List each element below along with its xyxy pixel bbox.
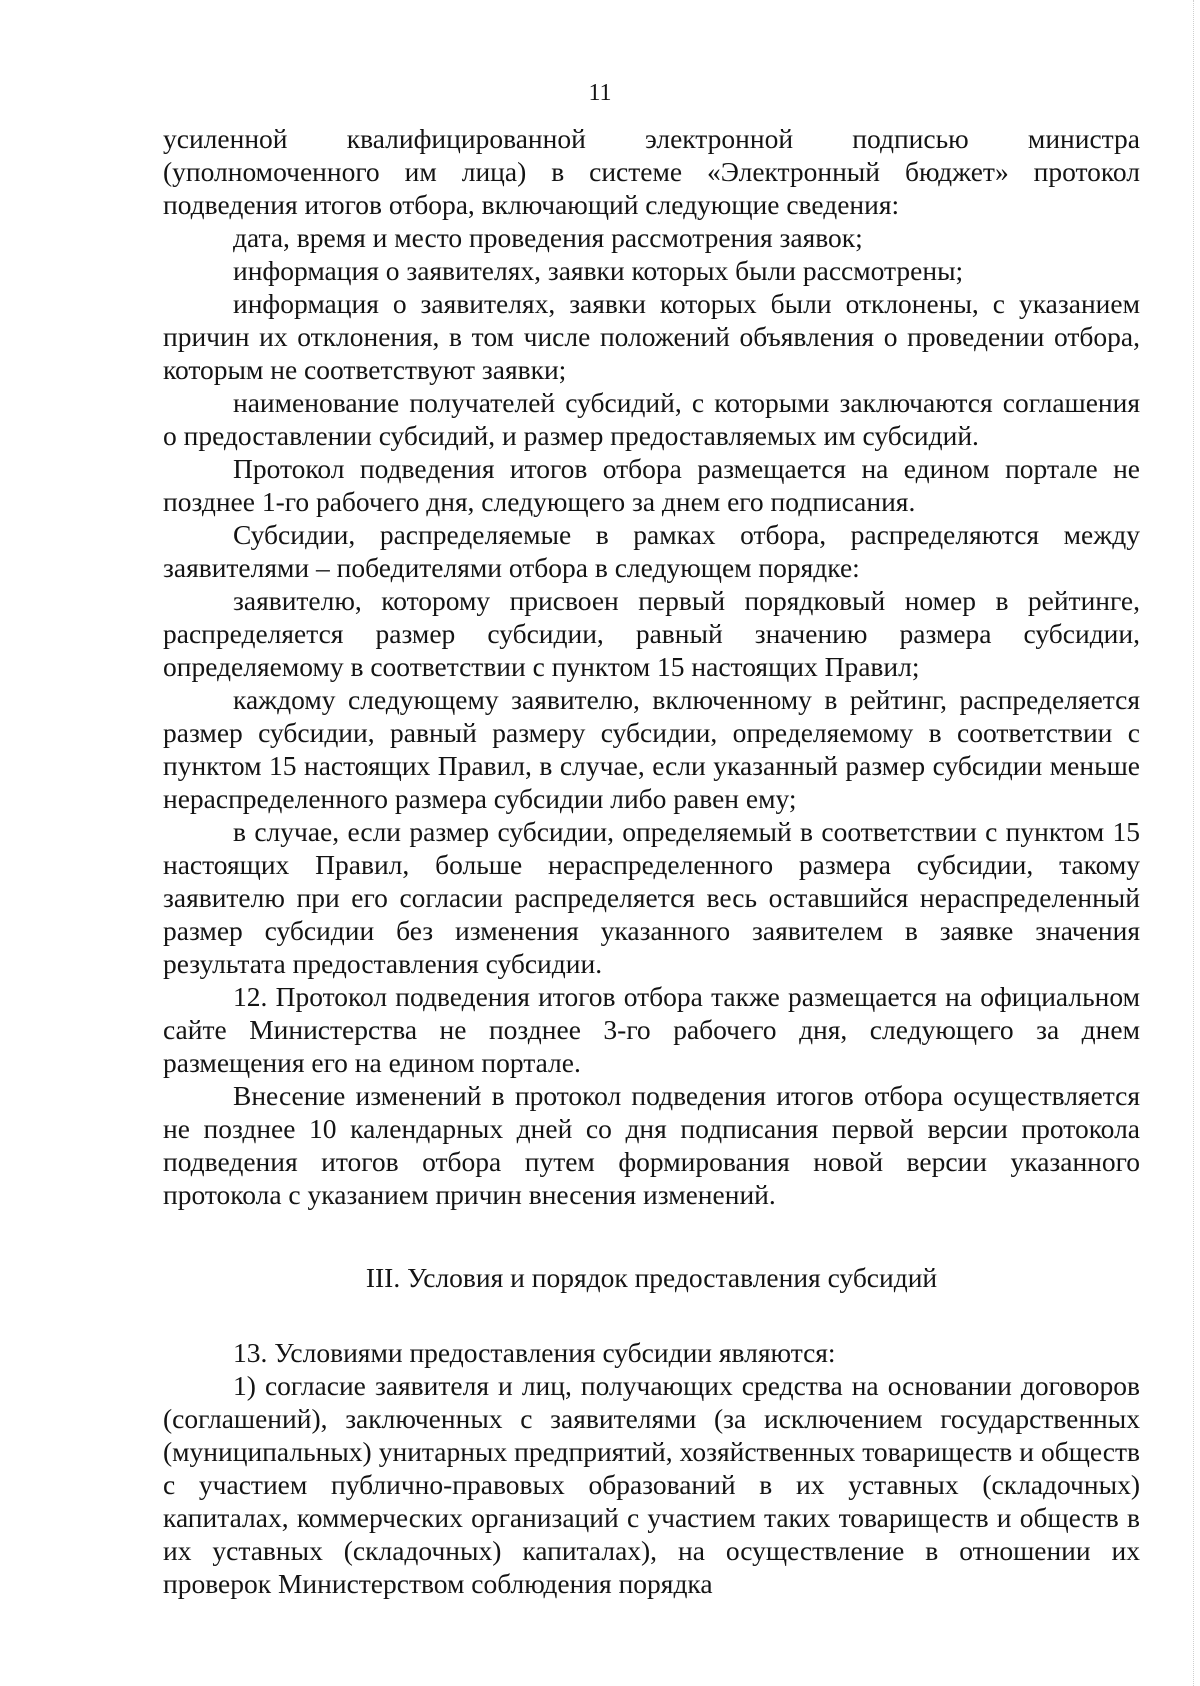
- paragraph: 1) согласие заявителя и лиц, получающих средства на основании договоров (соглашений), заключенных с заявителями (за исключением государственных (муниципальных) унитарных предприятий, хозяйственных товариществ и обществ с участием публично-правовых образований в их уставных (складочных) капиталах, коммерческих организаций с участием таких товариществ и обществ в их уставных (складочных) капиталах), на осуществление в отношении их проверок Министерством соблюдения порядка: [163, 1370, 1140, 1599]
- paragraph: Субсидии, распределяемые в рамках отбора, распределяются между заявителями – победителями отбора в следующем порядке:: [163, 519, 1140, 583]
- paragraph: информация о заявителях, заявки которых были рассмотрены;: [233, 255, 964, 286]
- page-number: 11: [588, 80, 612, 106]
- paragraph: заявителю, которому присвоен первый порядковый номер в рейтинге, распределяется размер субсидии, равный значению размера субсидии, определяемому в соответствии с пунктом 15 настоящих Правил;: [163, 585, 1140, 682]
- paragraph: 13. Условиями предоставления субсидии являются:: [233, 1337, 836, 1368]
- paragraphs-before-heading: [163, 122, 1140, 1211]
- paragraph: Внесение изменений в протокол подведения итогов отбора осуществляется не позднее 10 календарных дней со дня подписания первой версии протокола подведения итогов отбора путем формирования новой версии указанного протокола с указанием причин внесения изменений.: [163, 1080, 1140, 1210]
- section-heading: III. Условия и порядок предоставления субсидий: [365, 1262, 938, 1293]
- paragraph: усиленной квалифицированной электронной подписью министра (уполномоченного им лица) в системе «Электронный бюджет» протокол подведения итогов отбора, включающий следующие сведения:: [163, 123, 1140, 220]
- paragraph: каждому следующему заявителю, включенному в рейтинг, распределяется размер субсидии, равный размеру субсидии, определяемому в соответствии с пунктом 15 настоящих Правил, в случае, если указанный размер субсидии меньше нераспределенного размера субсидии либо равен ему;: [163, 684, 1140, 814]
- paragraph: дата, время и место проведения рассмотрения заявок;: [233, 222, 863, 253]
- paragraph: в случае, если размер субсидии, определяемый в соответствии с пунктом 15 настоящих Правил, больше нераспределенного размера субсидии, такому заявителю при его согласии распределяется весь оставшийся нераспределенный размер субсидии без изменения указанного заявителем в заявке значения результата предоставления субсидии.: [163, 816, 1140, 979]
- paragraphs-after-heading: [163, 1336, 1140, 1600]
- scan-edge-artifact: [1190, 0, 1194, 1686]
- paragraph: наименование получателей субсидий, с которыми заключаются соглашения о предоставлении субсидий, и размер предоставляемых им субсидий.: [163, 387, 1140, 451]
- paragraph: Протокол подведения итогов отбора размещается на едином портале не позднее 1-го рабочего дня, следующего за днем его подписания.: [163, 453, 1140, 517]
- paragraph: 12. Протокол подведения итогов отбора также размещается на официальном сайте Министерства не позднее 3-го рабочего дня, следующего за днем размещения его на едином портале.: [163, 981, 1140, 1078]
- document-body: [163, 122, 1140, 1600]
- paragraph: информация о заявителях, заявки которых были отклонены, с указанием причин их отклонения, в том числе положений объявления о проведении отбора, которым не соответствуют заявки;: [163, 288, 1140, 385]
